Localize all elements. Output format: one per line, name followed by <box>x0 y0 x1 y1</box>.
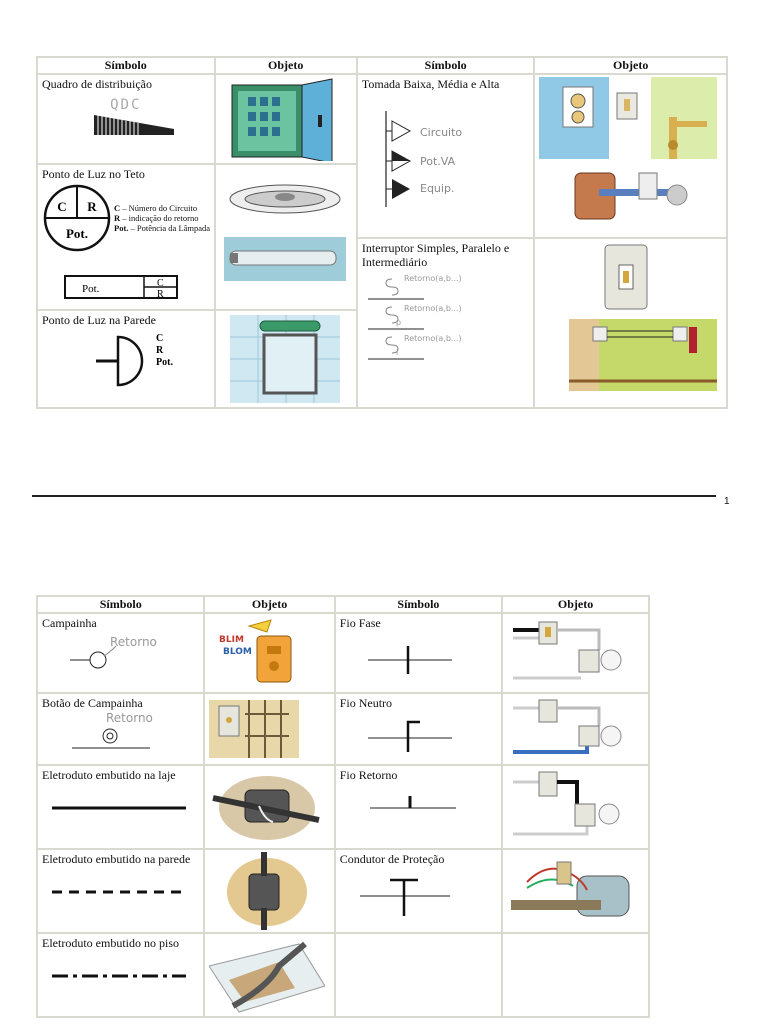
legend-c-key: C <box>114 203 121 213</box>
fio-fase-label: Fio Fase <box>339 616 381 630</box>
header-simbolo: Símbolo <box>358 58 534 73</box>
neutral-wire-icon <box>507 696 639 762</box>
ponto-teto-symbol-cell <box>38 165 214 309</box>
botao-symbol-cell <box>38 694 203 764</box>
campainha-symbol-cell <box>38 614 203 692</box>
conduit-wall-icon <box>209 852 325 930</box>
fio-fase-symbol-cell <box>336 614 501 692</box>
botao-label: Botão de Campainha <box>42 696 143 710</box>
conduit-wall-symbol <box>42 866 192 922</box>
protecao-symbol-cell <box>336 850 501 932</box>
ceiling-r-text: R <box>87 199 97 214</box>
outlet-symbols <box>362 91 527 211</box>
header-objeto: Objeto <box>205 597 333 612</box>
fio-neutro-label: Fio Neutro <box>339 696 393 710</box>
quadro-object-cell <box>216 75 356 163</box>
outlet-equip-text: Equip. <box>419 182 455 195</box>
page-divider <box>32 495 716 497</box>
svg-text:BLIM: BLIM <box>219 635 245 645</box>
doorbell-symbol <box>42 630 192 686</box>
laje-symbol-cell <box>38 766 203 848</box>
switch-sub-i: i <box>395 348 399 357</box>
outlet-potva-text: Pot.VA <box>419 155 456 168</box>
protecao-label: Condutor de Proteção <box>339 852 445 866</box>
laje-label: Eletroduto embutido na laje <box>42 768 176 782</box>
fio-retorno-label: Fio Retorno <box>339 768 398 782</box>
tomada-label: Tomada Baixa, Média e Alta <box>361 77 500 91</box>
neutral-wire-symbol <box>340 710 490 760</box>
header-simbolo: Símbolo <box>38 597 203 612</box>
parede-object-cell <box>205 850 333 932</box>
bell-button-icon <box>209 696 325 762</box>
ceiling-pot-text: Pot. <box>65 226 89 241</box>
svg-text:BLOM: BLOM <box>223 647 253 657</box>
tomada-symbol-cell <box>358 75 534 237</box>
fio-retorno-object-cell <box>503 766 648 848</box>
ceiling-light-icon <box>220 167 350 295</box>
interruptor-label: Interruptor Simples, Paralelo e Intermediário <box>361 241 510 269</box>
switch-retorno-1: Retorno(a,b...) <box>403 274 462 283</box>
wall-r-text: R <box>156 345 164 356</box>
legend-pot: – Potência da Lâmpada <box>128 223 211 233</box>
return-wire-icon <box>507 768 639 846</box>
ceiling-legend <box>114 203 214 233</box>
piso-object-cell <box>205 934 333 1016</box>
wall-light-symbol <box>42 327 202 397</box>
parede-label: Eletroduto embutido na parede <box>42 852 191 866</box>
conduit-floor-icon <box>209 936 325 1014</box>
wall-outlet-icon <box>539 77 721 235</box>
protecao-object-cell <box>503 850 648 932</box>
ground-conductor-icon <box>507 852 639 930</box>
switch-sub-p: p <box>395 318 401 327</box>
interruptor-symbol-cell <box>358 239 534 407</box>
legend-c: – Número do Circuito <box>120 203 198 213</box>
switch-retorno-2: Retorno(a,b...) <box>403 304 462 313</box>
botao-retorno: Retorno <box>106 711 153 725</box>
phase-wire-symbol <box>340 630 490 686</box>
fio-retorno-symbol-cell <box>336 766 501 848</box>
ceiling-c-text: C <box>57 199 67 214</box>
phase-wire-icon <box>507 616 639 690</box>
header-simbolo: Símbolo <box>38 58 214 73</box>
conduit-ceiling-symbol <box>42 782 192 838</box>
switch-symbols <box>362 269 527 389</box>
legend-r: – indicação do retorno <box>120 213 199 223</box>
piso-symbol-cell <box>38 934 203 1016</box>
legend-r-key: R <box>114 213 121 223</box>
ponto-parede-label: Ponto de Luz na Parede <box>42 313 156 327</box>
wall-c-text: C <box>156 333 164 344</box>
botao-object-cell <box>205 694 333 764</box>
box-pot-text: Pot. <box>82 283 100 295</box>
fio-neutro-object-cell <box>503 694 648 764</box>
header-simbolo: Símbolo <box>336 597 501 612</box>
piso-label: Eletroduto embutido no piso <box>42 936 179 950</box>
ponto-teto-label: Ponto de Luz no Teto <box>42 167 145 181</box>
wall-pot-text: Pot. <box>156 357 173 368</box>
parede-symbol-cell <box>38 850 203 932</box>
empty-object-cell <box>503 934 648 1016</box>
fio-neutro-symbol-cell <box>336 694 501 764</box>
outlet-circuito-text: Circuito <box>419 126 463 139</box>
campainha-object-cell <box>205 614 333 692</box>
header-objeto: Objeto <box>216 58 356 73</box>
interruptor-object-cell <box>535 239 726 407</box>
distribution-board-symbol <box>42 113 202 139</box>
ceiling-light-symbol <box>42 183 112 255</box>
doorbell-icon <box>209 616 325 690</box>
legend-pot-key: Pot. <box>114 223 129 233</box>
tomada-object-cell <box>535 75 726 237</box>
light-switch-icon <box>539 241 721 401</box>
ceiling-box-symbol <box>64 275 179 301</box>
header-objeto: Objeto <box>535 58 726 73</box>
fio-fase-object-cell <box>503 614 648 692</box>
symbols-table-1 <box>36 56 728 409</box>
campainha-label: Campainha <box>42 616 97 630</box>
laje-object-cell <box>205 766 333 848</box>
bell-button-symbol <box>42 710 192 760</box>
conduit-floor-symbol <box>42 950 192 1006</box>
box-r-text: R <box>157 289 164 300</box>
conduit-ceiling-icon <box>209 768 325 846</box>
quadro-label: Quadro de distribuição <box>42 77 152 91</box>
empty-symbol-cell <box>336 934 501 1016</box>
ponto-parede-object-cell <box>216 311 356 407</box>
campainha-retorno: Retorno <box>110 635 157 649</box>
page-number: 1 <box>724 496 730 507</box>
return-wire-symbol <box>340 782 490 838</box>
switch-retorno-3: Retorno(a,b...) <box>403 334 462 343</box>
wall-light-icon <box>220 313 350 405</box>
quadro-symbol-cell <box>38 75 214 163</box>
ponto-parede-symbol-cell <box>38 311 214 407</box>
ground-conductor-symbol <box>340 866 490 922</box>
box-c-text: C <box>157 278 164 289</box>
qdc-code: QDC <box>110 97 142 113</box>
symbols-table-2 <box>36 595 650 1018</box>
electrical-panel-icon <box>220 77 350 161</box>
ponto-teto-object-cell <box>216 165 356 309</box>
header-objeto: Objeto <box>503 597 648 612</box>
